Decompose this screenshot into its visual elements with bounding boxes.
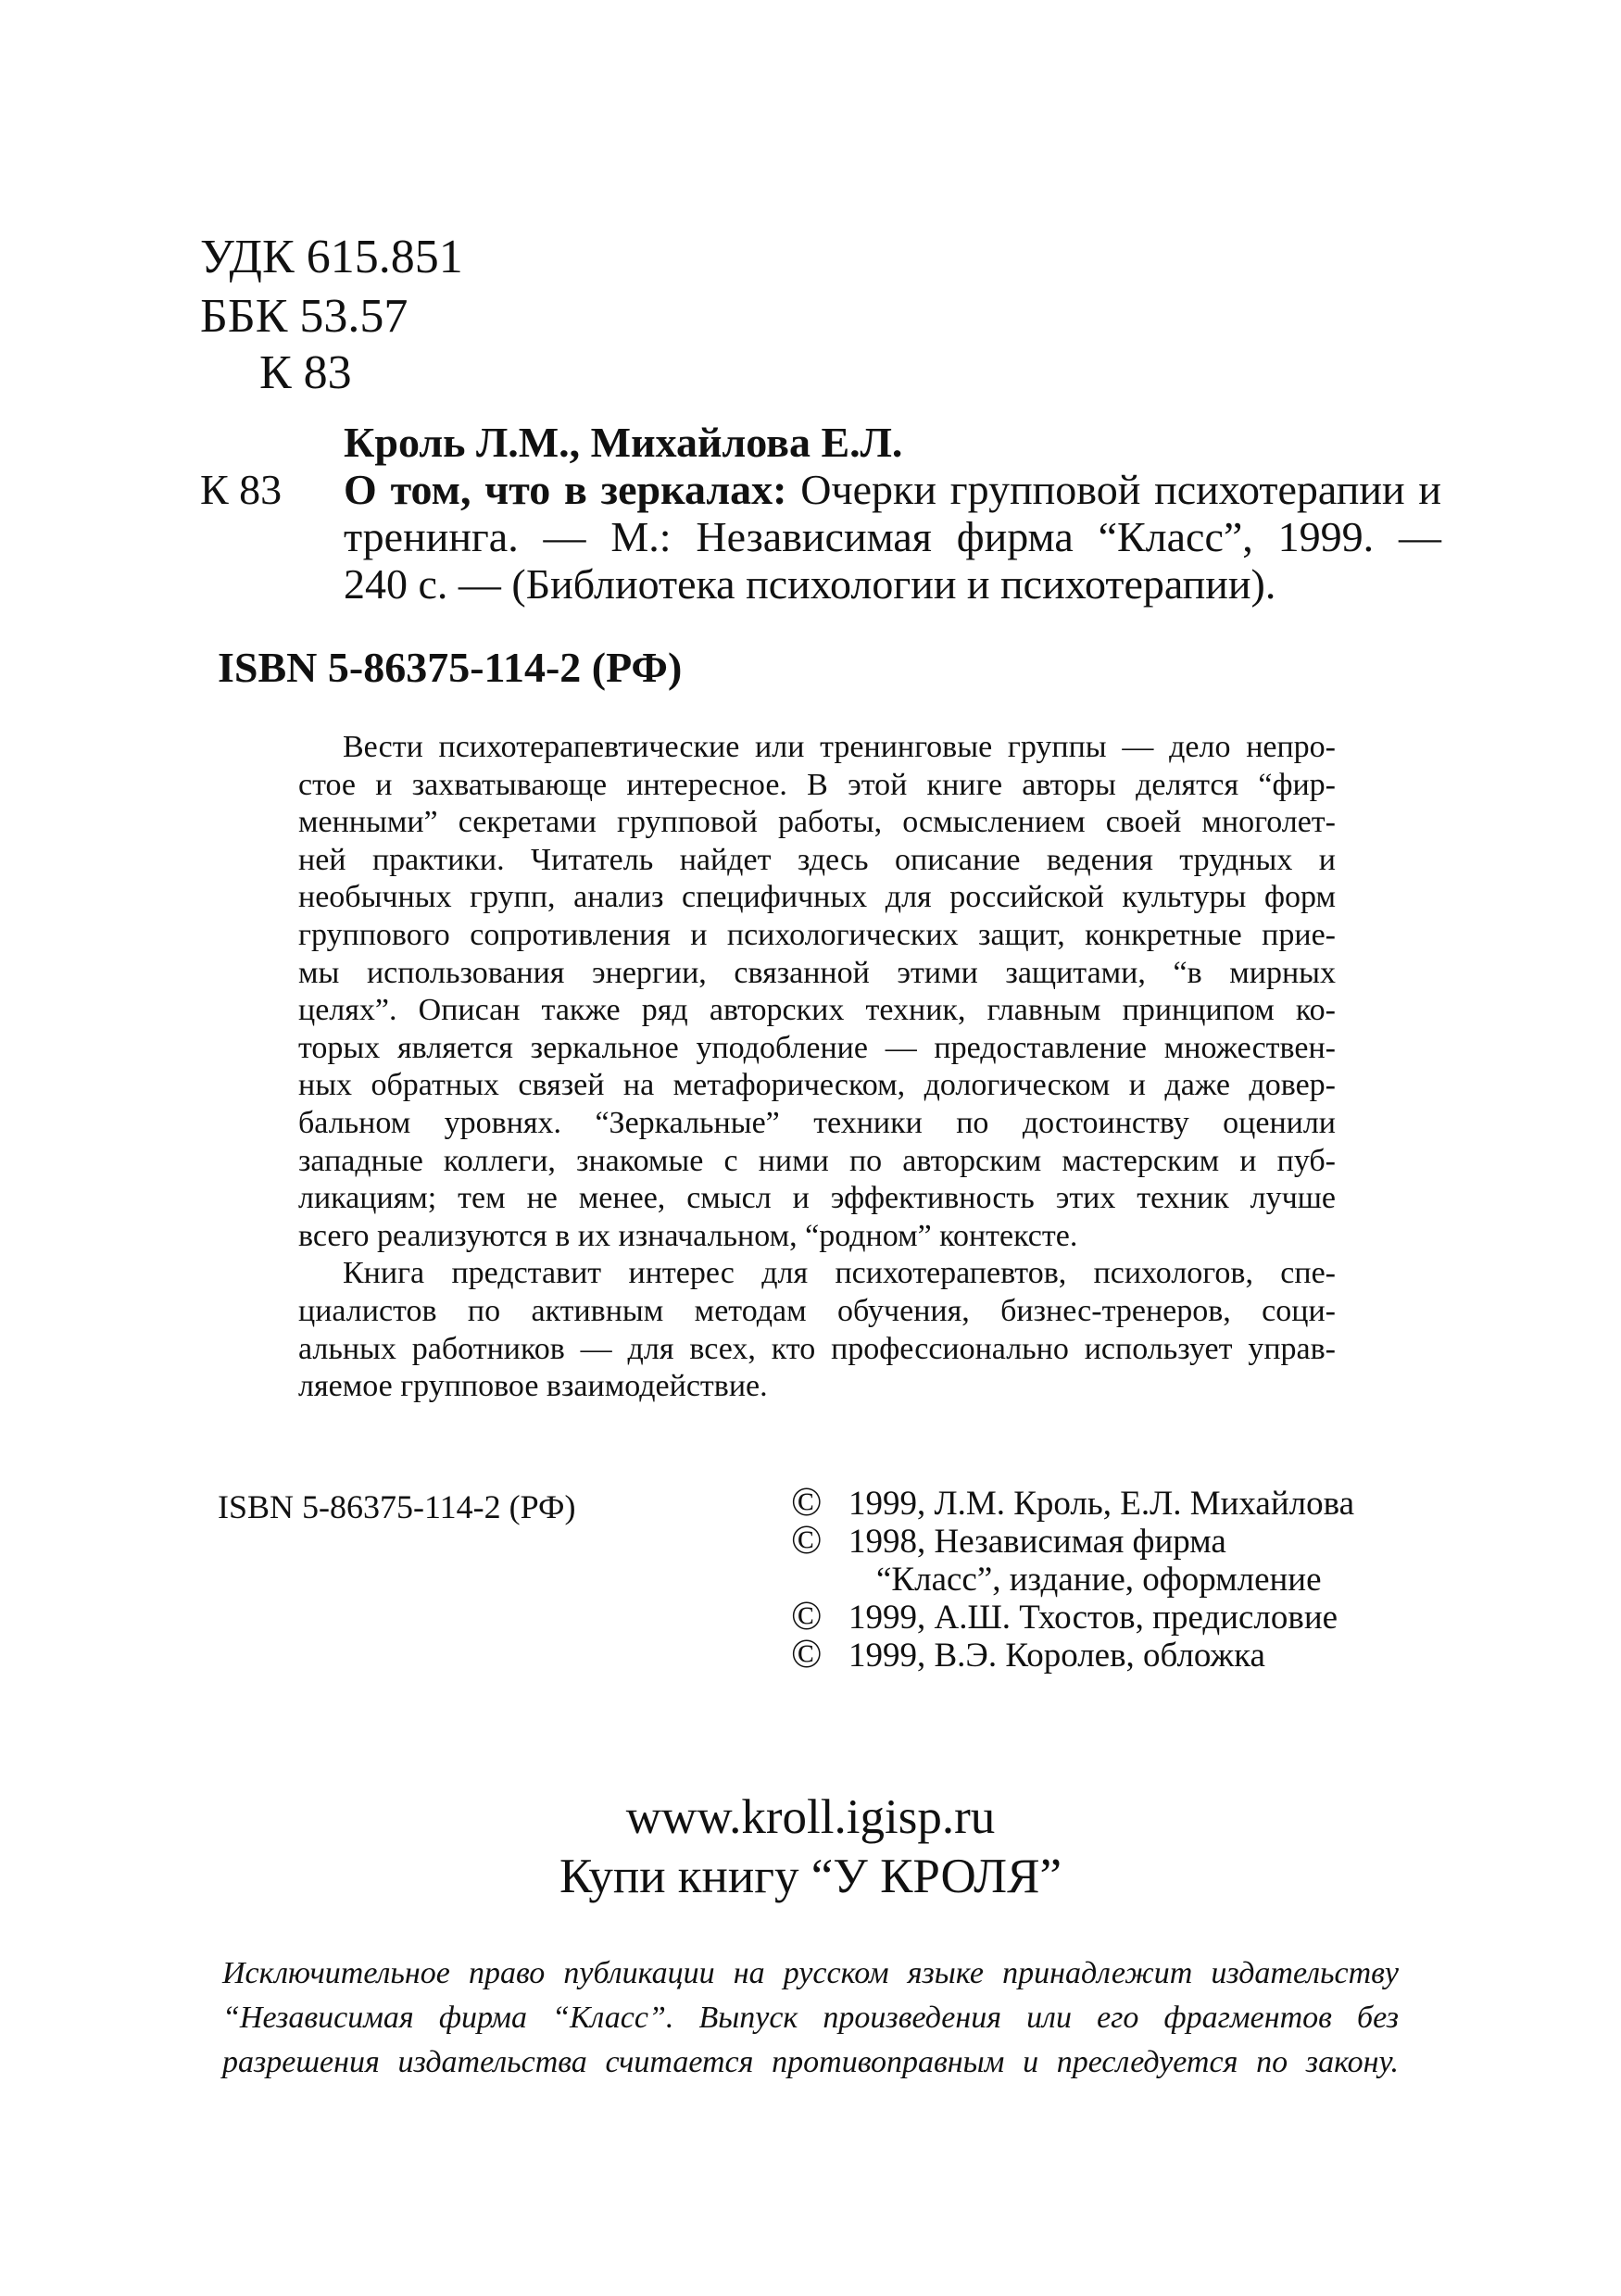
copyright-icon: © <box>791 1479 823 1524</box>
annotation-line: циалистов по активным методам обучения, бизнес-тренеров, соци- <box>298 1293 1336 1328</box>
copyright-icon: © <box>791 1517 823 1562</box>
rights-line: “Независимая фирма “Класс”. Выпуск произведения или его фрагментов без <box>222 2001 1399 2035</box>
annotation-line: альных работников — для всех, кто профессионально использует управ- <box>298 1331 1336 1366</box>
annotation-line: бальном уровнях. “Зеркальные” техники по достоинству оценили <box>298 1105 1336 1140</box>
annotation-line: ликациям; тем не менее, смысл и эффективность этих техник лучше <box>298 1181 1336 1216</box>
udk-code: УДК 615.851 <box>200 231 463 283</box>
authors: Кроль Л.М., Михайлова Е.Л. <box>344 419 903 466</box>
annotation-line: менными” секретами групповой работы, осмыслением своей многолет- <box>298 805 1336 840</box>
annotation-line: Книга представит интерес для психотерапевтов, психологов, спе- <box>343 1256 1336 1291</box>
annotation-line: целях”. Описан также ряд авторских техник, главным принципом ко- <box>298 993 1336 1028</box>
annotation-line: стое и захватывающе интересное. В этой книге авторы делятся “фир- <box>298 767 1336 802</box>
rights-line: разрешения издательства считается противоправным и преследуется по закону. <box>222 2045 1399 2079</box>
copyright-icon: © <box>791 1631 823 1676</box>
bibliographic-record <box>200 419 1441 608</box>
annotation-line: ней практики. Читатель найдет здесь описание ведения трудных и <box>298 842 1336 877</box>
annotation-line: ных обратных связей на метафорическом, дологическом и даже довер- <box>298 1068 1336 1103</box>
bbk-code: ББК 53.57 <box>200 290 408 343</box>
website-url: www.kroll.igisp.ru <box>625 1790 996 1844</box>
slogan: Купи книгу “У КРОЛЯ” <box>559 1850 1062 1903</box>
annotation-line: ляемое групповое взаимодействие. <box>298 1369 768 1404</box>
copyright-line: 1998, Независимая фирма <box>848 1523 1226 1561</box>
rights-line: Исключительное право публикации на русском языке принадлежит издательству <box>222 1956 1399 1990</box>
subtitle-start: Очерки групповой психотерапии и <box>800 466 1441 513</box>
isbn-secondary: ISBN 5-86375-114-2 (РФ) <box>218 1488 576 1525</box>
title-line-1 <box>344 466 1441 513</box>
annotation-line: Вести психотерапевтические или тренинговые группы — дело непро- <box>343 730 1336 764</box>
copyright-icon: © <box>791 1593 823 1638</box>
annotation-line: мы использования энергии, связанной этими защитами, “в мирных <box>298 955 1336 990</box>
title-line-2: тренинга. — М.: Независимая фирма “Класс”, 1999. — <box>344 513 1441 560</box>
rights-notice <box>222 1951 1399 2085</box>
author-code: К 83 <box>200 466 283 513</box>
annotation-line: западные коллеги, знакомые с ними по авторским мастерским и пуб- <box>298 1143 1336 1178</box>
copyright-line: 1999, А.Ш. Тхостов, предисловие <box>848 1599 1338 1637</box>
book-title: О том, что в зеркалах: <box>344 466 787 513</box>
copyright-line: 1999, В.Э. Королев, обложка <box>848 1637 1265 1675</box>
author-mark: К 83 <box>259 346 352 399</box>
isbn-main: ISBN 5-86375-114-2 (РФ) <box>218 644 683 691</box>
annotation <box>298 729 1336 1406</box>
annotation-line: группового сопротивления и психологических защит, конкретные прие- <box>298 917 1336 952</box>
copyright-line: “Класс”, издание, оформление <box>876 1561 1322 1599</box>
annotation-line: торых является зеркальное уподобление — предоставление множествен- <box>298 1030 1336 1065</box>
copyright-line: 1999, Л.М. Кроль, Е.Л. Михайлова <box>848 1485 1355 1523</box>
title-line-3: 240 с. — (Библиотека психологии и психотерапии). <box>344 560 1276 608</box>
annotation-line: всего реализуются в их изначальном, “родном” контексте. <box>298 1218 1078 1253</box>
annotation-line: необычных групп, анализ специфичных для российской культуры форм <box>298 880 1336 915</box>
